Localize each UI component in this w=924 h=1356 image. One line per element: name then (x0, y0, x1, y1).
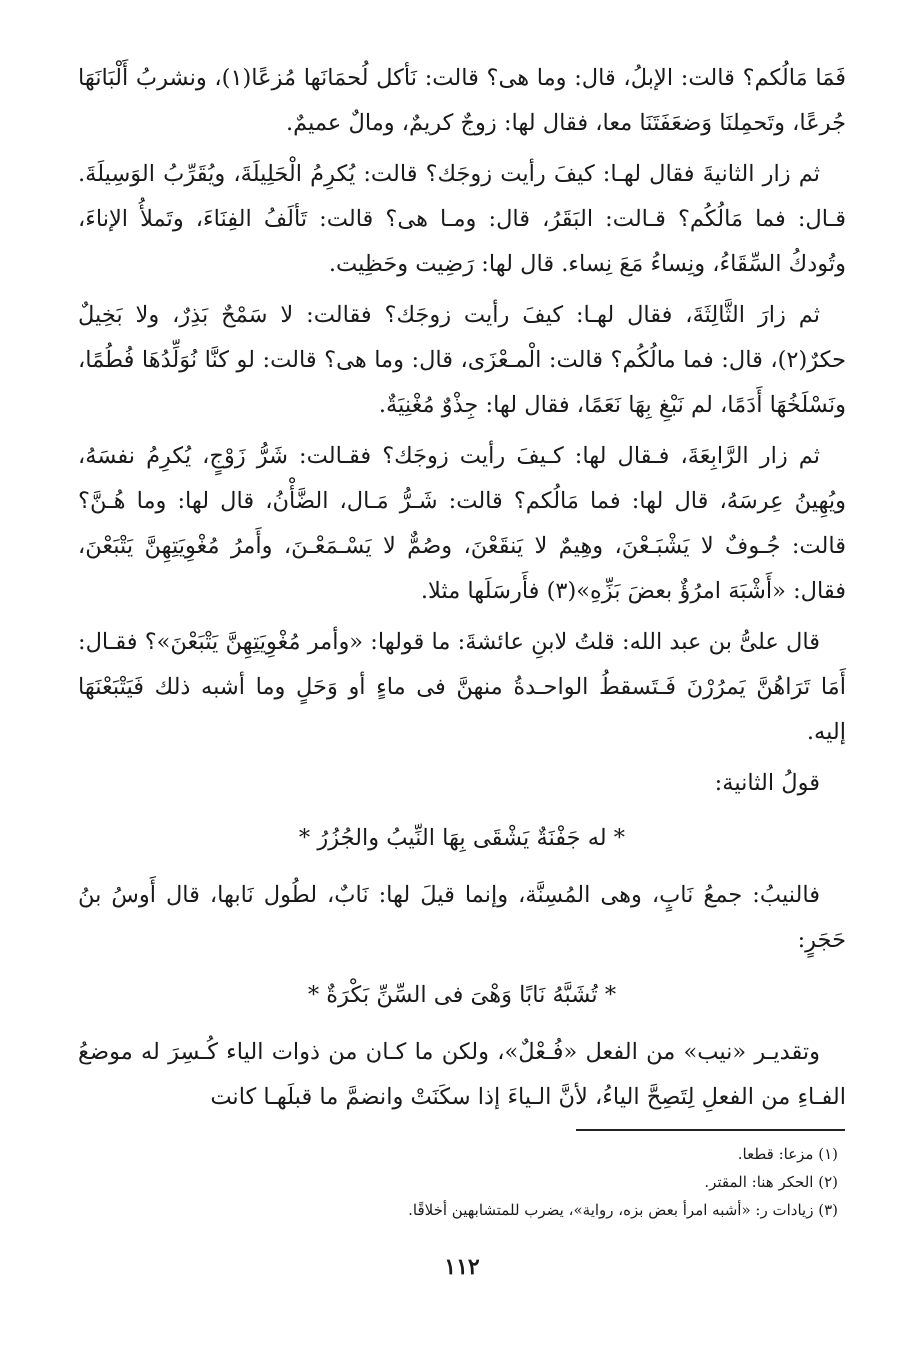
paragraph-4: ثم زار الرَّابِعَةَ، فـقال لها: كـيفَ رأيت زوجَك؟ فقـالت: شَرُّ زَوْجٍ، يُكرِمُ نفسَهُ، ويُهِينُ عِرسَهُ، قال لها: فما مَالُكم؟ قالت: شَـرُّ مَـال، الضَّأْنُ، قال لها: وما هُـنَّ؟ قالت: جُـوفٌ لا يَشْبَـعْنَ، وهِيمٌ لا يَنقَعْنَ، وصُمٌّ لا يَسْـمَعْـنَ، وأَمرُ مُغْوِيَتِهِنَّ يَتْبَعْنَ، فقال: «أَشْبَهَ امرُؤٌ بعضَ بَزِّهِ»(٣) فأَرسَلَها مثلا. (78, 443, 846, 604)
paragraph-3: ثم زارَ الثَّالِثَةَ، فقال لهـا: كيفَ رأيت زوجَك؟ فقالت: لا سَمْحٌ بَذِرٌ، ولا بَخِيلٌ حكرٌ(٢)، قال: فما مالُكُم؟ قالت: الْمـعْزَى، قال: وما هى؟ قالت: لو كنَّا نُوَلِّدُهَا فُطُمًا، ونَسْلَخُهَا أَدَمًا، لم نَبْغِ بِهَا نَعَمًا، فقال لها: جِذْوٌ مُغْنِيَةٌ. (78, 302, 846, 418)
footnote-1: (١) مزعا: قطعا. (737, 1145, 838, 1163)
footnote-2: (٢) الحكر هنا: المقتر. (704, 1173, 838, 1191)
footnotes (78, 1140, 838, 1224)
main-text (78, 56, 846, 1126)
paragraph-1: فَمَا مَالُكم؟ قالت: الإبلُ، قال: وما هى؟ قالت: نَأكل لُحمَانَها مُزعًا(١)، ونشربُ أَلْبَانَهَا جُرعًا، وتَحمِلنَا وَضعَفَتَنَا معا، فقال لها: زوجٌ كريمٌ، ومالٌ عميمٌ. (78, 65, 846, 136)
paragraph-2: ثم زار الثانيةَ فقال لهـا: كيفَ رأيت زوجَك؟ قالت: يُكرِمُ الْحَلِيلَةَ، ويُقَرِّبُ الوَسِيلَةَ. قـال: فما مَالُكُم؟ قـالت: البَقَرُ، قال: ومـا هى؟ قالت: تَألَفُ الفِنَاءَ، وتَملأُ الإناءَ، وتُودكُ السِّقَاءُ، ونِساءُ مَعَ نِساء. قال لها: رَضِيت وحَظِيت. (78, 161, 846, 277)
page-number: ١١٢ (444, 1254, 480, 1280)
paragraph-5: قال علىُّ بن عبد الله: قلتُ لابنِ عائشةَ: ما قولها: «وأمر مُغْوِيَتِهِنَّ يَتْبَعْنَ»؟ فقـال: أَمَا تَرَاهُنَّ يَمرُرْنَ فَـتَسقطُ الواحـدةُ منهنَّ فى ماءٍ أو وَحَلٍ وما أشبه ذلك فَيَتْبَعْنَهَا إليه. (78, 629, 846, 745)
paragraph-8: وتقديـر «نيب» من الفعل «فُـعْلٌ»، ولكن ما كـان من ذوات الياء كُـسِرَ له موضعُ الفـاءِ من الفعلِ لِتَصِحَّ الياءُ، لأنَّ الـياءَ إذا سكَنَتْ وانضمَّ ما قبلَهـا كانت (78, 1039, 846, 1110)
paragraph-6: قولُ الثانية: (714, 770, 820, 796)
footnote-divider (576, 1129, 845, 1131)
paragraph-7: فالنيبُ: جمعُ نَابٍ، وهى المُسِنَّة، وإنما قيلَ لها: نَابٌ، لطُول نَابها، قال أَوسُ بنُ حَجَرٍ: (78, 882, 846, 953)
footnote-3: (٣) زيادات ر: «أشبه امرأ بعض بزه، رواية»، يضرب للمتشابهين أخلاقًا. (408, 1201, 838, 1219)
verse-1: * له جَفْنَةٌ يَشْقَى بِهَا النِّيبُ والجُزُرُ * (298, 825, 626, 851)
verse-2: * تُشَبَّهُ نَابًا وَهْىَ فى السِّنِّ بَكْرَةٌ * (307, 982, 617, 1008)
